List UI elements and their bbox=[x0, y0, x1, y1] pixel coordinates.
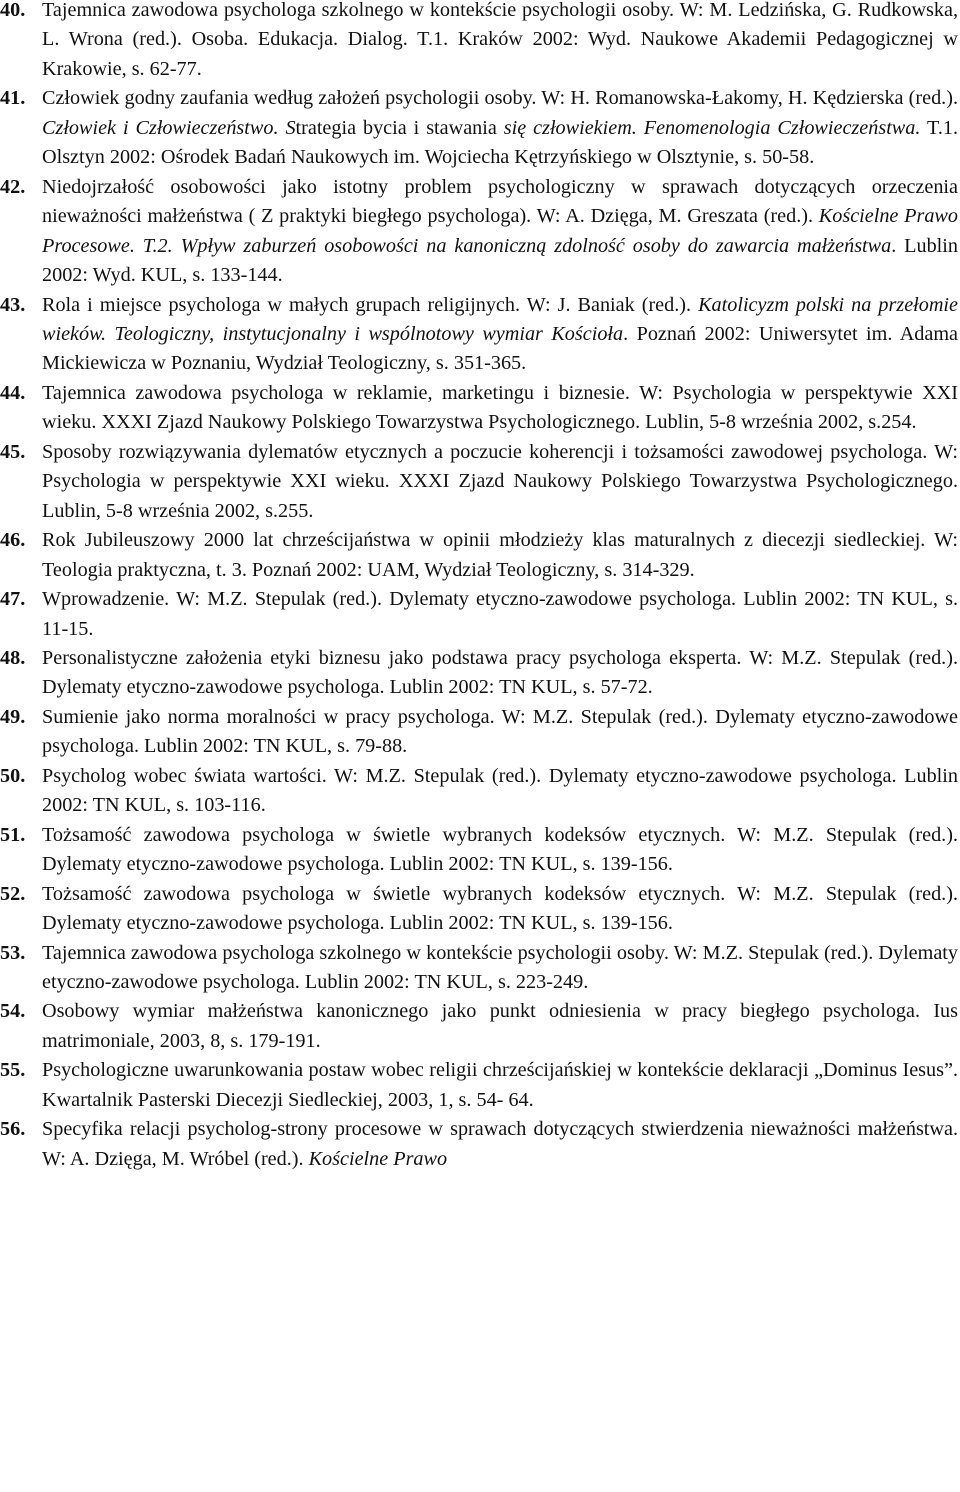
entry-italic-text: S bbox=[285, 116, 296, 139]
entry-number: 47. bbox=[0, 588, 26, 611]
bibliography-entry bbox=[0, 84, 958, 172]
entry-text: Sumienie jako norma moralności w pracy psychologa. W: M.Z. Stepulak (red.). Dylematy etyczno-zawodowe psychologa. Lublin 2002: TN KUL, s. 79-88. bbox=[42, 705, 958, 758]
entry-text: Tajemnica zawodowa psychologa w reklamie, marketingu i biznesie. W: Psychologia w perspektywie XXI wieku. XXXI Zjazd Naukowy Polskiego Towarzystwa Psychologicznego. Lublin, 5-8 września 2002, s.254. bbox=[42, 381, 958, 434]
entry-text: Psycholog wobec świata wartości. W: M.Z. Stepulak (red.). Dylematy etyczno-zawodowe psychologa. Lublin 2002: TN KUL, s. 103-116. bbox=[42, 764, 958, 817]
bibliography-entry bbox=[0, 644, 958, 703]
bibliography-entry bbox=[0, 438, 958, 526]
bibliography-entry bbox=[0, 379, 958, 438]
entry-text: trategia bycia i stawania bbox=[295, 116, 504, 139]
entry-text: . Lublin 2002: Wyd. KUL, s. 133-144. bbox=[42, 234, 958, 287]
entry-text: Tajemnica zawodowa psychologa szkolnego w kontekście psychologii osoby. W: M.Z. Stepulak (red.). Dylematy etyczno-zawodowe psychologa. Lublin 2002: TN KUL, s. 223-249. bbox=[42, 941, 958, 993]
entry-text: Psychologiczne uwarunkowania postaw wobec religii chrześcijańskiej w kontekście deklaracji „Dominus Iesus”. Kwartalnik Pasterski Diecezji Siedleckiej, 2003, 1, s. 54- 64. bbox=[42, 1059, 958, 1111]
entry-number: 45. bbox=[0, 440, 26, 463]
entry-text: . Poznań 2002: Uniwersytet im. Adama Mickiewicza w Poznaniu, Wydział Teologiczny, s. 351-365. bbox=[42, 322, 959, 375]
entry-italic-text: Kościelne Prawo Procesowe. T.2. Wpływ zaburzeń osobowości na kanoniczną zdolność osoby do zawarcia małżeństwa bbox=[42, 205, 958, 257]
entry-number: 49. bbox=[0, 705, 26, 728]
entry-text: Tożsamość zawodowa psychologa w świetle wybranych kodeksów etycznych. W: M.Z. Stepulak (red.). Dylematy etyczno-zawodowe psychologa. Lublin 2002: TN KUL, s. 139-156. bbox=[42, 823, 958, 876]
entry-text: Wprowadzenie. W: M.Z. Stepulak (red.). Dylematy etyczno-zawodowe psychologa. Lublin 2002: TN KUL, s. 11-15. bbox=[42, 588, 958, 640]
bibliography-entry bbox=[0, 526, 958, 585]
entry-italic-text: Kościelne Prawo bbox=[308, 1147, 448, 1170]
bibliography-entry bbox=[0, 1056, 958, 1115]
entry-number: 48. bbox=[0, 646, 26, 669]
entry-number: 42. bbox=[0, 175, 26, 198]
bibliography-entry bbox=[0, 291, 958, 379]
entry-text: Tożsamość zawodowa psychologa w świetle wybranych kodeksów etycznych. W: M.Z. Stepulak (red.). Dylematy etyczno-zawodowe psychologa. Lublin 2002: TN KUL, s. 139-156. bbox=[42, 882, 958, 935]
entry-number: 43. bbox=[0, 293, 26, 316]
bibliography-entry bbox=[0, 997, 958, 1056]
bibliography-entry bbox=[0, 821, 958, 880]
entry-number: 40. bbox=[0, 0, 26, 21]
bibliography-entry bbox=[0, 880, 958, 939]
entry-text: Rok Jubileuszowy 2000 lat chrześcijaństwa w opinii młodzieży klas maturalnych z diecezji siedleckiej. W: Teologia praktyczna, t. 3. Poznań 2002: UAM, Wydział Teologiczny, s. 314-329. bbox=[42, 529, 958, 581]
entry-number: 44. bbox=[0, 381, 26, 404]
bibliography-entry bbox=[0, 939, 958, 998]
entry-text: Sposoby rozwiązywania dylematów etycznych a poczucie koherencji i tożsamości zawodowej psychologa. W: Psychologia w perspektywie XXI wieku. XXXI Zjazd Naukowy Polskiego Towarzystwa Psychologicznego. Lublin, 5-8 września 2002, s.255. bbox=[42, 440, 958, 522]
entry-number: 53. bbox=[0, 941, 26, 964]
entry-number: 41. bbox=[0, 87, 26, 110]
bibliography-entry bbox=[0, 585, 958, 644]
entry-number: 54. bbox=[0, 1000, 26, 1023]
entry-text: Personalistyczne założenia etyki biznesu jako podstawa pracy psychologa eksperta. W: M.Z. Stepulak (red.). Dylematy etyczno-zawodowe psychologa. Lublin 2002: TN KUL, s. 57-72. bbox=[42, 646, 958, 699]
entry-number: 55. bbox=[0, 1059, 26, 1082]
entry-text: Tajemnica zawodowa psychologa szkolnego w kontekście psychologii osoby. W: M. Ledzińska, G. Rudkowska, L. Wrona (red.). Osoba. Edukacja. Dialog. T.1. Kraków 2002: Wyd. Naukowe Akademii Pedagogicznej w Krakowie, s. 62-77. bbox=[42, 0, 958, 80]
entry-text: Osobowy wymiar małżeństwa kanonicznego jako punkt odniesienia w pracy biegłego psychologa. Ius matrimoniale, 2003, 8, s. 179-191. bbox=[42, 1000, 958, 1052]
entry-italic-text: Człowiek i Człowieczeństwo. bbox=[42, 116, 286, 139]
entry-number: 51. bbox=[0, 823, 26, 846]
entry-number: 52. bbox=[0, 882, 26, 905]
entry-text: Człowiek godny zaufania według założeń psychologii osoby. W: H. Romanowska-Łakomy, H. Kędzierska (red.). bbox=[42, 87, 958, 110]
entry-text: Specyfika relacji psycholog-strony procesowe w sprawach dotyczących stwierdzenia nieważności małżeństwa. W: A. Dzięga, M. Wróbel (red.). bbox=[42, 1118, 958, 1170]
entry-italic-text: się człowiekiem. Fenomenologia Człowieczeństwa. bbox=[503, 116, 921, 139]
bibliography-entry bbox=[0, 0, 958, 84]
bibliography-entry bbox=[0, 1115, 958, 1174]
entry-number: 46. bbox=[0, 529, 26, 552]
entry-number: 56. bbox=[0, 1118, 26, 1141]
entry-text: T.1. Olsztyn 2002: Ośrodek Badań Naukowych im. Wojciecha Kętrzyńskiego w Olsztynie, s. 50-58. bbox=[42, 116, 959, 169]
entry-text: Niedojrzałość osobowości jako istotny problem psychologiczny w sprawach dotyczących orzeczenia nieważności małżeństwa ( Z praktyki biegłego psychologa). W: A. Dzięga, M. Greszata (red.). bbox=[42, 175, 958, 228]
entry-italic-text: Katolicyzm polski na przełomie wieków. Teologiczny, instytucjonalny i wspólnotowy wymiar Kościoła bbox=[42, 293, 959, 345]
bibliography-entry bbox=[0, 762, 958, 821]
entry-number: 50. bbox=[0, 764, 26, 787]
entry-text: Rola i miejsce psychologa w małych grupach religijnych. W: J. Baniak (red.). bbox=[42, 293, 699, 316]
bibliography-entry bbox=[0, 703, 958, 762]
bibliography-entry bbox=[0, 173, 958, 291]
